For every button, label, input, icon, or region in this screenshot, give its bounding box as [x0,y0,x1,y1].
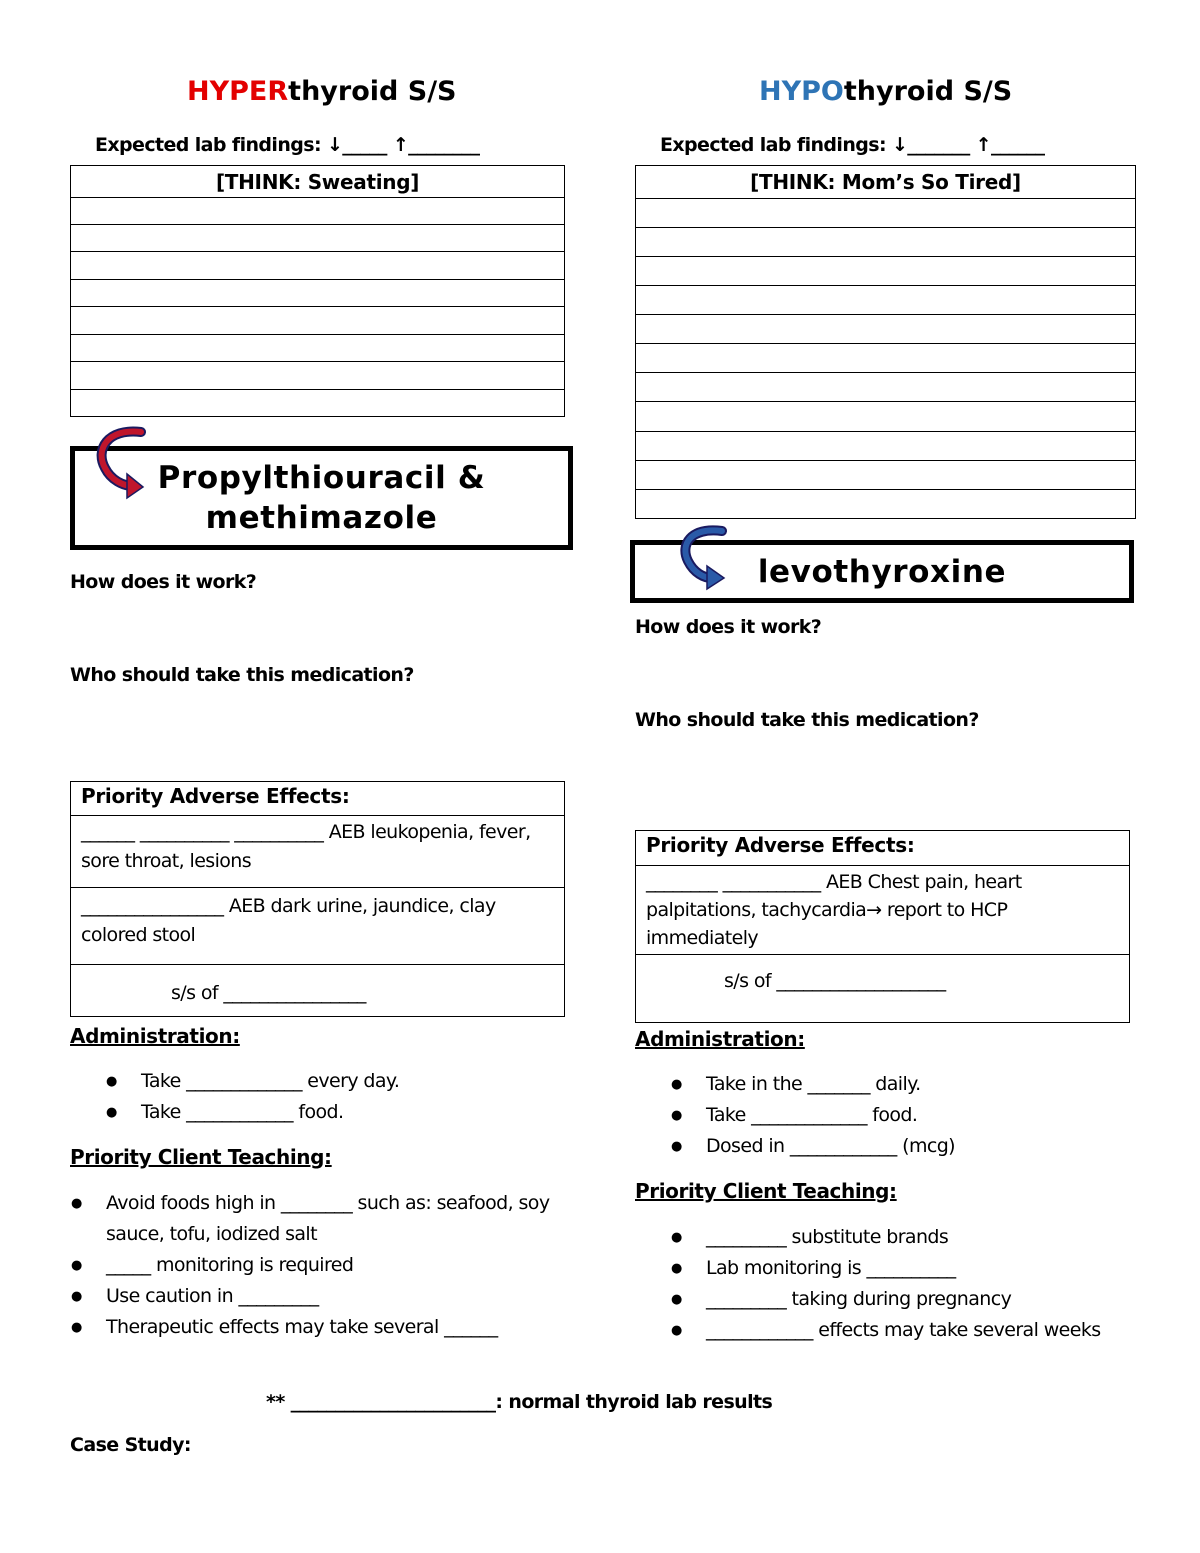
list-item: ● Lab monitoring is __________ [706,1253,1131,1284]
hyper-think-cell: [THINK: Sweating] [71,166,565,198]
hyper-admin-title: Administration: [70,1024,240,1048]
hyper-title-rest: thyroid S/S [288,76,457,107]
list-item: ● Use caution in _________ [106,1281,576,1312]
hyper-ae-row: s/s of ________________ [71,965,565,1017]
hyper-blank-row[interactable] [71,252,565,280]
hypo-title-rest: thyroid S/S [843,76,1013,107]
hyper-how-question: How does it work? [70,571,257,593]
hypo-title-accent: HYPO [759,76,844,107]
hypo-blank-row[interactable] [636,402,1136,432]
hyper-lab-findings: Expected lab findings: ↓_____ ↑________ [95,134,480,156]
hypo-how-question: How does it work? [635,616,822,638]
list-item: ● Dosed in ____________ (mcg) [706,1131,1126,1162]
hypo-blank-row[interactable] [636,199,1136,228]
list-item: ● ____________ effects may take several weeks [706,1315,1131,1346]
list-item: ● Take _____________ food. [706,1100,1126,1131]
hypo-admin-title: Administration: [635,1027,805,1051]
hypo-who-question: Who should take this medication? [635,709,979,731]
hyper-blank-row[interactable] [71,335,565,362]
list-item: ● Avoid foods high in ________ such as: seafood, soy sauce, tofu, iodized salt [106,1188,576,1250]
hyper-ae-header: Priority Adverse Effects: [71,782,565,816]
curved-arrow-icon [676,523,730,591]
case-study-label: Case Study: [70,1434,191,1456]
hyper-teach-list [106,1188,576,1343]
hypo-blank-row[interactable] [636,257,1136,286]
hyper-who-question: Who should take this medication? [70,664,414,686]
hypo-ae-row: s/s of ___________________ [636,955,1130,1023]
list-item: ● Take in the _______ daily. [706,1069,1126,1100]
hypo-ae-row: ________ ___________ AEB Chest pain, heart palpitations, tachycardia→ report to HCP immediately [636,866,1130,955]
hyper-blank-row[interactable] [71,362,565,390]
hypo-think-cell: [THINK: Mom’s So Tired] [636,166,1136,199]
hyper-signs-table [70,165,565,417]
hyper-blank-row[interactable] [71,198,565,225]
hypo-signs-table [635,165,1136,519]
hypo-blank-row[interactable] [636,286,1136,315]
hyper-admin-list [141,1067,561,1127]
list-item: ● _________ taking during pregnancy [706,1284,1131,1315]
hyper-title [187,76,457,107]
list-item: ● _____ monitoring is required [106,1250,576,1281]
hypo-admin-list [706,1069,1126,1162]
hypo-teach-title: Priority Client Teaching: [635,1179,897,1203]
hypo-blank-row[interactable] [636,373,1136,402]
normal-lab-results-note: ** _______________________: normal thyroid lab results [266,1391,773,1413]
hypo-teach-list [706,1222,1131,1346]
hyper-blank-row[interactable] [71,225,565,252]
hypo-title [759,76,1012,107]
hyper-adverse-effects-table [70,781,565,1017]
hypo-lab-findings: Expected lab findings: ↓_______ ↑______ [660,134,1045,156]
hyper-teach-title: Priority Client Teaching: [70,1145,332,1169]
hypo-blank-row[interactable] [636,228,1136,257]
hyper-ae-row: ________________ AEB dark urine, jaundice, clay colored stool [71,888,565,965]
hyper-blank-row[interactable] [71,307,565,335]
curved-arrow-icon [93,424,149,500]
hyper-blank-row[interactable] [71,390,565,417]
hyper-ae-row: ______ __________ __________ AEB leukopenia, fever, sore throat, lesions [71,816,565,888]
hypo-blank-row[interactable] [636,315,1136,344]
hypo-ae-header: Priority Adverse Effects: [636,831,1130,866]
hypo-blank-row[interactable] [636,344,1136,373]
hyper-title-accent: HYPER [187,76,289,107]
hyper-med-name: Propylthiouracil & methimazole [157,460,486,536]
hyper-blank-row[interactable] [71,280,565,307]
hypo-blank-row[interactable] [636,461,1136,490]
hypo-med-name: levothyroxine [757,553,1007,590]
list-item: ● Take _____________ every day. [141,1067,561,1096]
hypo-adverse-effects-table [635,830,1130,1023]
list-item: ● _________ substitute brands [706,1222,1131,1253]
hypo-blank-row[interactable] [636,490,1136,519]
hypo-blank-row[interactable] [636,432,1136,461]
list-item: ● Therapeutic effects may take several ______ [106,1312,576,1343]
list-item: ● Take ____________ food. [141,1098,561,1127]
